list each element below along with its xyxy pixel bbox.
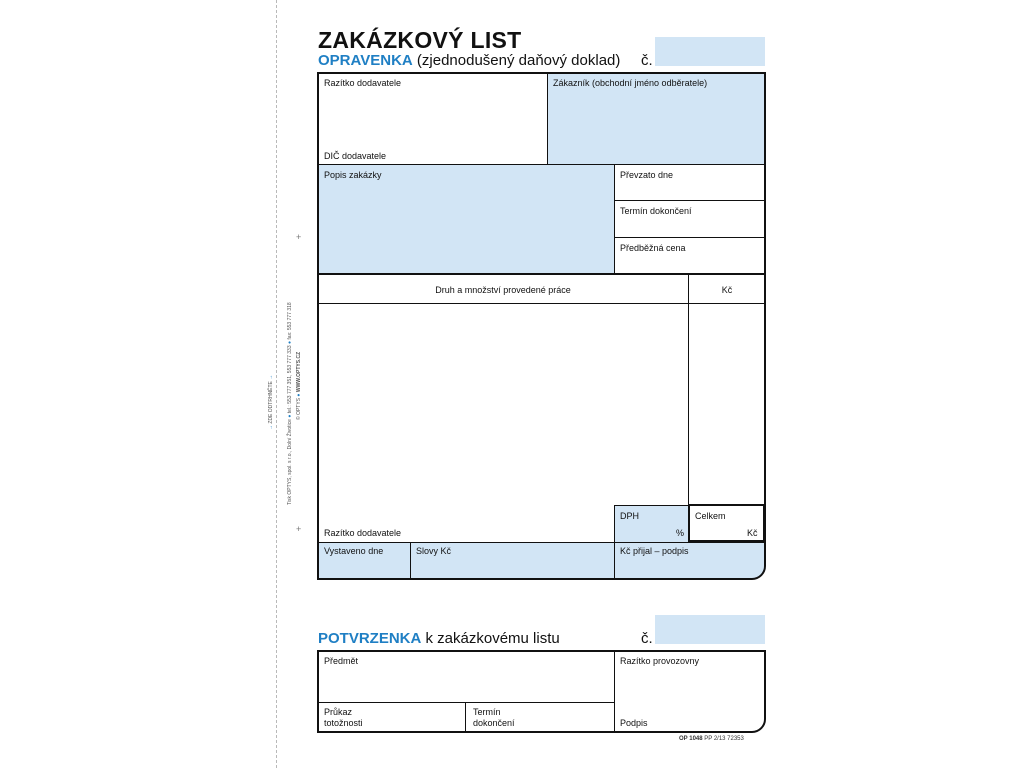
- vat-label: DPH: [620, 511, 640, 521]
- printer-website: © OPTYS ● WWW.OPTYS.CZ: [296, 351, 302, 420]
- divider: [318, 303, 765, 304]
- divider: [410, 542, 411, 579]
- register-mark-top: +: [296, 232, 302, 242]
- divider: [614, 164, 615, 274]
- tear-here-label: → ZDE ODTRHNĚTE →: [268, 374, 274, 430]
- work-type-header: Druh a množství provedené práce: [435, 285, 571, 295]
- divider: [547, 74, 548, 164]
- confirmation-number-label: č.: [641, 630, 653, 647]
- divider: [318, 273, 765, 275]
- estimated-price-label: Předběžná cena: [620, 243, 686, 253]
- vat-percent-label: %: [676, 528, 685, 538]
- received-signature-label: Kč přijal – podpis: [620, 546, 689, 556]
- completion-label-line2: dokončení: [473, 718, 515, 728]
- currency-header: Kč: [721, 285, 733, 295]
- received-date-label: Převzato dne: [620, 170, 674, 180]
- document-subtitle: OPRAVENKA (zjednodušený daňový doklad): [318, 52, 621, 69]
- perforation-line: [276, 0, 277, 768]
- completion-label-line1: Termín: [473, 707, 501, 717]
- divider: [688, 274, 689, 505]
- divider: [614, 652, 615, 731]
- register-mark-bottom: +: [296, 524, 302, 534]
- issued-date-label: Vystaveno dne: [324, 546, 384, 556]
- supplier-stamp-label: Razítko dodavatele: [324, 78, 402, 88]
- amount-in-words-label: Slovy Kč: [416, 546, 452, 556]
- id-card-label-line2: totožnosti: [324, 718, 363, 728]
- number-field[interactable]: [655, 37, 765, 66]
- total-label: Celkem: [695, 511, 726, 521]
- job-description-label: Popis zakázky: [324, 170, 382, 180]
- printer-info: Tisk OPTYS, spol. s r.o., Dolní Životice ● tel.: 553 777 351, 553 777 333 ● fax: 553 777 318: [287, 302, 293, 505]
- confirmation-number-field[interactable]: [655, 615, 765, 644]
- supplier-vat-id-label: DIČ dodavatele: [324, 151, 387, 161]
- total-currency-label: Kč: [747, 528, 758, 538]
- item-label: Předmět: [324, 656, 359, 666]
- form-code: OP 1048 PP 2/13 72353: [679, 736, 744, 742]
- divider: [318, 702, 615, 703]
- divider: [615, 237, 765, 238]
- divider: [615, 200, 765, 201]
- signature-label: Podpis: [620, 718, 648, 728]
- id-card-label-line1: Průkaz: [324, 707, 353, 717]
- divider: [318, 164, 765, 165]
- document-title: ZAKÁZKOVÝ LIST: [318, 27, 522, 53]
- establishment-stamp-label: Razítko provozovny: [620, 656, 700, 666]
- divider: [615, 505, 689, 506]
- number-label: č.: [641, 52, 653, 69]
- confirmation-title: POTVRZENKA k zakázkovému listu: [318, 630, 560, 647]
- divider: [465, 702, 466, 731]
- completion-date-label: Termín dokončení: [620, 206, 692, 216]
- customer-label: Zákazník (obchodní jméno odběratele): [553, 78, 708, 88]
- divider: [318, 542, 765, 543]
- supplier-stamp-bottom-label: Razítko dodavatele: [324, 528, 402, 538]
